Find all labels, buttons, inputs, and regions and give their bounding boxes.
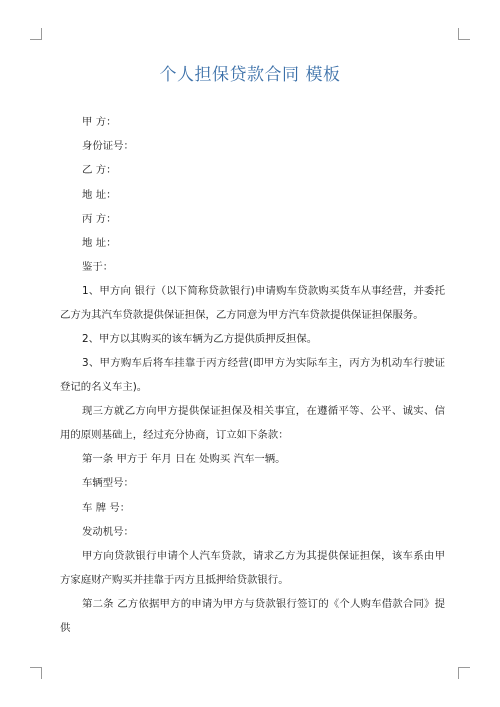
document-body xyxy=(60,110,445,640)
recital-2: 2、甲方以其购买的该车辆为乙方提供质押反担保。 xyxy=(82,333,318,346)
vehicle-model-field: 车辆型号： xyxy=(82,477,134,490)
recital-3: 3、甲方购车后将车挂靠于丙方经营(即甲方为实际车主，丙方为机动车行驶证登记的名义车主)。 xyxy=(60,357,445,394)
article-1: 第一条 甲方于 年月 日在 处购买 汽车一辆。 xyxy=(82,453,286,466)
party-a-field: 甲 方： xyxy=(82,116,117,128)
article-2: 第二条 乙方依据甲方的申请为甲方与贷款银行签订的《个人购车借款合同》提供 xyxy=(60,597,445,634)
license-plate-field: 车 牌 号： xyxy=(82,501,131,514)
crop-mark-bottom-right xyxy=(458,667,470,679)
crop-mark-top-right xyxy=(458,28,470,40)
engine-number-field: 发动机号： xyxy=(82,525,134,538)
party-c-address-field: 地 址： xyxy=(82,236,117,249)
crop-mark-top-left xyxy=(30,28,42,40)
intro-paragraph: 现三方就乙方向甲方提供保证担保及相关事宜，在遵循平等、公平、诚实、信用的原则基础上，经过充分协商，订立如下条款： xyxy=(60,405,445,442)
document-title: 个人担保贷款合同 模板 xyxy=(159,65,341,85)
loan-paragraph: 甲方向贷款银行申请个人汽车贷款，请求乙方为其提供保证担保，该车系由甲方家庭财产购买并挂靠于丙方且抵押给贷款银行。 xyxy=(60,549,445,586)
preamble-heading: 鉴于： xyxy=(82,261,114,274)
crop-mark-bottom-left xyxy=(30,667,42,679)
recital-1: 1、甲方向 银行（以下简称贷款银行)申请购车贷款购买货车从事经营，并委托乙方为其汽车贷款提供保证担保，乙方同意为甲方汽车贷款提供保证担保服务。 xyxy=(60,285,445,322)
id-number-field: 身份证号： xyxy=(82,140,134,153)
party-b-field: 乙 方： xyxy=(82,164,117,177)
party-c-field: 丙 方： xyxy=(82,212,117,225)
party-b-address-field: 地 址： xyxy=(82,188,117,201)
